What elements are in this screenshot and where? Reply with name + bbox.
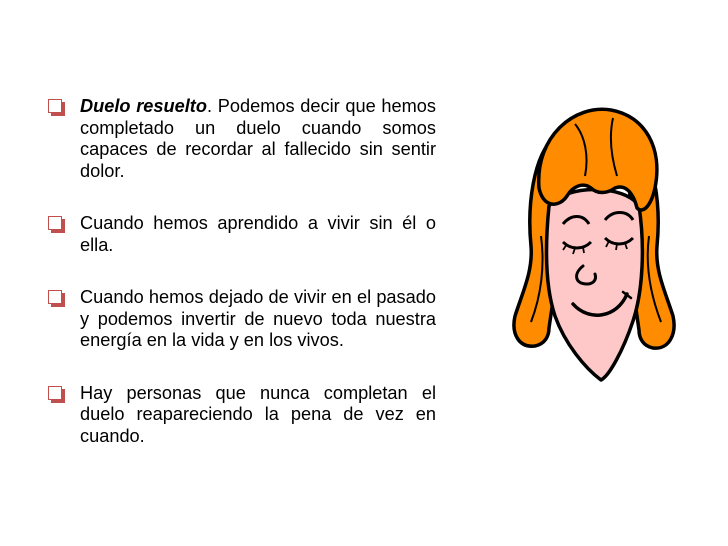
bullet-item xyxy=(46,383,436,448)
face xyxy=(547,190,643,381)
square-bullet-icon xyxy=(48,99,62,113)
square-bullet-icon xyxy=(48,216,62,230)
bullet-text: Cuando hemos dejado de vivir en el pasado y podemos invertir de nuevo toda nuestra energía en la vida y en los vivos. xyxy=(80,287,436,350)
smiling-woman-icon xyxy=(505,96,680,386)
bullet-item xyxy=(46,287,436,352)
bullet-list xyxy=(46,96,436,478)
square-bullet-icon xyxy=(48,386,62,400)
bullet-text: Hay personas que nunca completan el duelo reapareciendo la pena de vez en cuando. xyxy=(80,382,436,446)
square-bullet-icon xyxy=(48,290,62,304)
bullet-item xyxy=(46,96,436,182)
bullet-text: Cuando hemos aprendido a vivir sin él o ella. xyxy=(80,213,436,255)
bullet-item xyxy=(46,213,436,256)
smiling-woman-illustration xyxy=(505,96,680,386)
bullet-term: Duelo resuelto xyxy=(80,96,207,116)
bullet-text: . Podemos decir que hemos completado un duelo cuando somos capaces de recordar al fallecido sin sentir dolor. xyxy=(80,96,436,181)
